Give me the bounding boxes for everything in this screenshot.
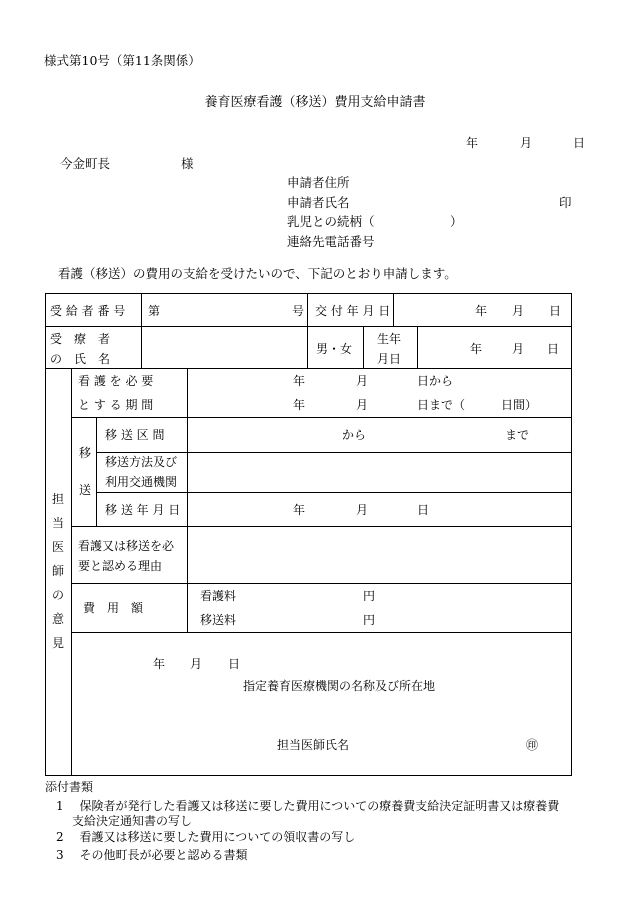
nursing-fee-label: 看護料 [200, 589, 237, 603]
side-label-char: 師 [52, 564, 65, 578]
period-until-month: 月 [356, 398, 369, 412]
addressee-suffix: 様 [181, 156, 194, 171]
doctor-date-year: 年 [153, 657, 166, 671]
institution-label: 指定養育医療機関の名称及び所在地 [243, 679, 436, 693]
reason-label-1: 看護又は移送を必 [78, 539, 175, 553]
intro-text: 看護（移送）の費用の支給を受けたいので、下記のとおり申請します。 [58, 266, 457, 281]
phone-label: 連絡先電話番号 [287, 234, 375, 249]
reason-label-2: 要と認める理由 [78, 559, 163, 573]
transport-month: 月 [356, 503, 369, 517]
relation-label: 乳児との続柄（ [287, 214, 375, 229]
transport-section-label: 移 送 区 間 [105, 428, 165, 442]
period-from-year: 年 [293, 374, 306, 388]
relation-close: ） [450, 214, 463, 229]
period-until-text: 日まで（ [417, 398, 466, 412]
transport-date-label: 移 送 年 月 日 [105, 503, 181, 517]
attachments-title: 添付書類 [45, 780, 94, 794]
addressee: 今金町長 [60, 156, 111, 171]
side-label-char: 当 [52, 516, 65, 530]
application-table [45, 293, 572, 776]
period-days-text: 日間） [501, 398, 538, 412]
cost-label: 費 用 額 [83, 601, 144, 615]
transport-method-label-2: 利用交通機関 [105, 475, 178, 489]
doctor-date-month: 月 [190, 657, 203, 671]
date-year-label: 年 [466, 136, 479, 150]
transport-fee-label: 移送料 [200, 613, 237, 627]
birth-month: 月 [512, 342, 525, 356]
transport-to: まで [505, 428, 530, 442]
issue-month: 月 [512, 304, 525, 318]
recipient-number-suffix: 号 [292, 304, 305, 318]
date-month-label: 月 [520, 136, 533, 150]
birth-day: 日 [547, 342, 560, 356]
doctor-date-day: 日 [228, 657, 241, 671]
attachment-text: 保険者が発行した看護又は移送に要した費用についての療養費支給決定証明書又は療養費 [79, 799, 560, 813]
attachment-item [56, 849, 247, 861]
transport-from: から [342, 428, 367, 442]
form-number: 様式第10号（第11条関係） [44, 53, 201, 68]
period-from-month: 月 [356, 374, 369, 388]
care-period-label-2: と す る 期 間 [78, 398, 154, 412]
transport-fee-yen: 円 [363, 613, 376, 627]
care-period-label-1: 看 護 を 必 要 [78, 374, 154, 388]
period-from-text: 日から [417, 374, 454, 388]
attachment-item [56, 831, 355, 843]
recipient-number-prefix: 第 [148, 304, 161, 318]
applicant-seal: 印 [559, 195, 572, 210]
recipient-number-label: 受 給 者 番 号 [50, 304, 126, 318]
transport-label-char: 移 [79, 446, 92, 460]
applicant-name-label: 申請者氏名 [287, 195, 350, 210]
attachment-number: 3 [56, 848, 64, 862]
patient-label-2: の 氏 名 [50, 352, 111, 366]
nursing-fee-yen: 円 [363, 589, 376, 603]
sex-label: 男・女 [316, 342, 353, 356]
issue-day: 日 [549, 304, 562, 318]
side-label-char: の [52, 588, 65, 602]
transport-year: 年 [293, 503, 306, 517]
side-label-char: 医 [52, 540, 65, 554]
attachment-continuation: 支給決定通知書の写し [72, 814, 193, 828]
attachment-text: 看護又は移送に要した費用についての領収書の写し [79, 830, 356, 844]
birth-year: 年 [470, 342, 483, 356]
birth-label-1: 生年 [377, 332, 402, 346]
attachment-number: 1 [56, 799, 64, 813]
document-title: 養育医療看護（移送）費用支給申請書 [204, 95, 426, 110]
doctor-name-label: 担当医師氏名 [277, 738, 350, 752]
applicant-address-label: 申請者住所 [287, 175, 350, 190]
transport-day: 日 [417, 503, 430, 517]
period-until-year: 年 [293, 398, 306, 412]
date-day-label: 日 [573, 136, 586, 150]
transport-label-char: 送 [79, 483, 92, 497]
transport-method-label-1: 移送方法及び [105, 455, 178, 469]
side-label-char: 担 [52, 492, 65, 506]
attachment-item [56, 800, 559, 812]
patient-label-1: 受 療 者 [50, 332, 111, 346]
birth-label-2: 月日 [377, 352, 402, 366]
side-label-char: 意 [52, 612, 65, 626]
issue-date-label: 交 付 年 月 日 [315, 304, 391, 318]
attachment-number: 2 [56, 830, 64, 844]
doctor-seal: ㊞ [526, 738, 539, 752]
side-label-char: 見 [52, 636, 65, 650]
table-grid [45, 293, 572, 776]
issue-year: 年 [475, 304, 488, 318]
attachment-text: その他町長が必要と認める書類 [79, 848, 248, 862]
